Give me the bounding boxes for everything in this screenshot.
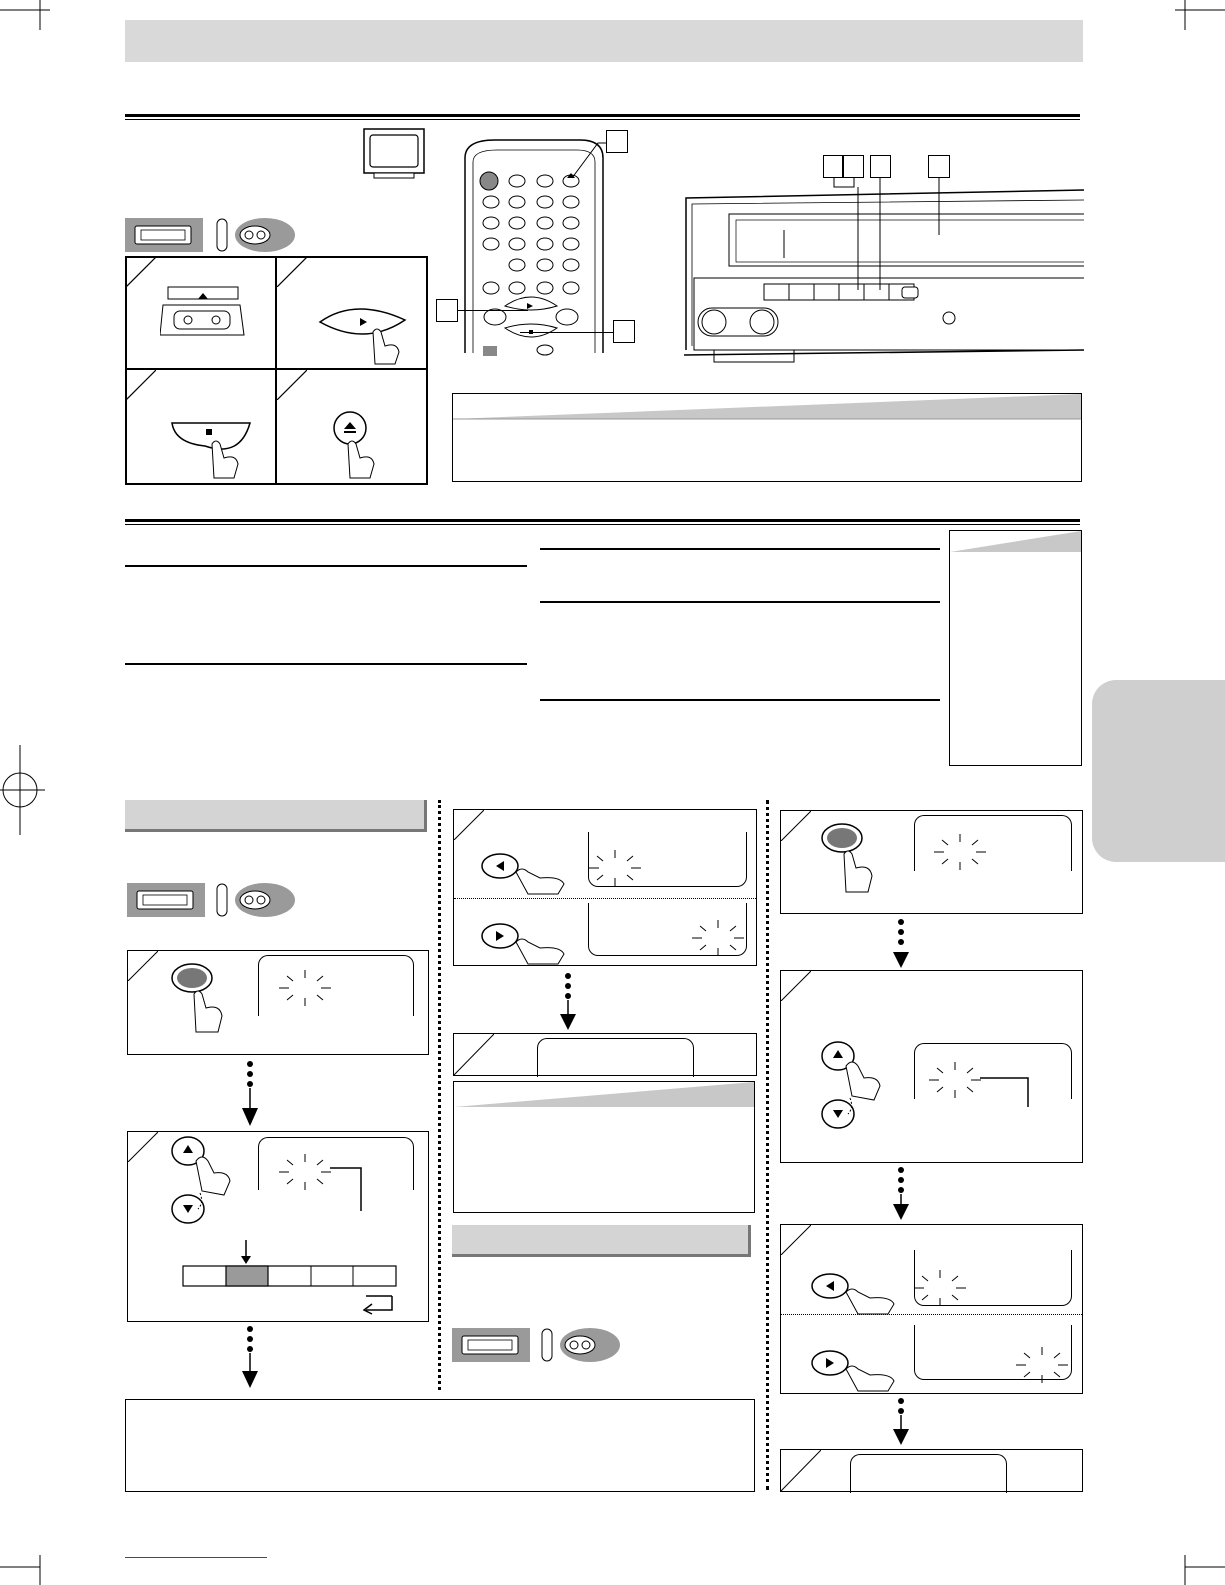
left-button-hand-icon-2 xyxy=(810,1268,905,1316)
vcr-callout-leaders xyxy=(820,175,950,295)
section-rule-mid xyxy=(125,519,1080,522)
option-selector-strip xyxy=(180,1240,400,1315)
setup-button-hand-icon-2 xyxy=(818,820,898,895)
subsection-rule-a xyxy=(125,565,527,567)
display-screen-8 xyxy=(850,1454,1007,1493)
flashing-display-icon-4 xyxy=(688,918,748,958)
display-screen-4 xyxy=(537,1038,694,1077)
procedure-banner-middle xyxy=(452,1225,751,1257)
vcr-mode-button-icon-3 xyxy=(540,1325,620,1365)
vcr-mode-button-icon-2 xyxy=(215,880,295,920)
down-arrow-icon-1 xyxy=(240,1060,260,1128)
step-8-corner xyxy=(781,1450,821,1491)
stop-button-hand-icon xyxy=(170,418,265,483)
down-arrow-icon-3 xyxy=(558,972,578,1032)
step-3-corner xyxy=(454,810,484,840)
remote-callout-play xyxy=(436,299,458,322)
eject-button-hand-icon xyxy=(330,410,390,480)
column-separator-2 xyxy=(766,800,769,1490)
down-arrow-icon-2 xyxy=(240,1325,260,1390)
step-corner-2 xyxy=(277,257,307,287)
step-1-corner xyxy=(128,951,158,981)
display-pointer-1 xyxy=(330,1165,365,1215)
step-5-corner xyxy=(781,811,811,841)
crop-mark-top-right xyxy=(1165,0,1225,30)
crop-mark-top-left xyxy=(0,0,60,30)
note-box-top-header xyxy=(453,394,1081,420)
step-7-corner xyxy=(781,1225,811,1255)
setup-button-hand-icon xyxy=(168,960,248,1035)
down-arrow-icon-6 xyxy=(891,1397,911,1449)
procedure-banner-left xyxy=(125,800,427,832)
subsection-rule-d xyxy=(540,601,940,603)
subsection-rule-e xyxy=(540,699,940,701)
crop-mark-bottom-left xyxy=(0,1555,60,1585)
right-button-hand-icon-1 xyxy=(480,918,575,966)
insert-cassette-icon xyxy=(160,285,245,345)
step-corner-3 xyxy=(126,370,156,400)
flashing-display-icon-1 xyxy=(275,968,335,1008)
cassette-icon-2 xyxy=(127,883,205,917)
remote-callout-play-leader xyxy=(458,310,528,311)
up-down-buttons-hand-icon-2 xyxy=(818,1038,898,1133)
flashing-display-icon-5 xyxy=(930,832,990,872)
bottom-note-box xyxy=(125,1399,755,1492)
step-6-corner xyxy=(781,971,811,1001)
subsection-rule-c xyxy=(540,548,940,550)
subsection-rule-b xyxy=(125,663,527,665)
step-4-corner xyxy=(454,1034,494,1075)
left-button-hand-icon-1 xyxy=(480,848,575,896)
play-button-hand-icon xyxy=(315,302,415,367)
down-arrow-icon-4 xyxy=(891,918,911,970)
remote-callout-eject-leader xyxy=(570,140,610,180)
cassette-icon xyxy=(125,218,203,252)
vcr-mode-button-icon xyxy=(215,215,295,255)
side-note-header xyxy=(950,531,1081,553)
section-rule-top-thin xyxy=(125,119,1080,120)
registration-mark-left xyxy=(0,745,45,835)
chapter-side-tab xyxy=(1092,680,1225,862)
right-button-hand-icon-2 xyxy=(810,1345,905,1393)
header-band xyxy=(125,20,1083,62)
step-2-corner xyxy=(128,1132,158,1162)
cassette-icon-3 xyxy=(452,1328,530,1362)
flashing-display-icon-6 xyxy=(925,1060,985,1100)
note-box-middle-header xyxy=(454,1082,754,1108)
step-corner-4 xyxy=(277,370,307,400)
side-note-box xyxy=(949,530,1082,766)
remote-callout-stop-leader xyxy=(520,332,613,333)
remote-callout-stop xyxy=(613,320,635,343)
tv-icon xyxy=(362,127,427,180)
step-corner-1 xyxy=(126,257,156,287)
step-3-divider xyxy=(454,898,756,899)
flashing-display-icon-3 xyxy=(585,848,645,888)
column-separator-1 xyxy=(438,800,441,1390)
flashing-display-icon-8 xyxy=(1012,1345,1072,1385)
flashing-display-icon-2 xyxy=(275,1152,335,1192)
up-down-buttons-hand-icon xyxy=(168,1133,248,1228)
down-arrow-icon-5 xyxy=(891,1166,911,1222)
section-rule-mid-thin xyxy=(125,524,1080,525)
section-rule-top xyxy=(125,114,1080,117)
crop-mark-bottom-right xyxy=(1165,1555,1225,1585)
display-pointer-2 xyxy=(980,1075,1032,1110)
flashing-display-icon-7 xyxy=(910,1268,970,1308)
footer-link-underline[interactable] xyxy=(125,1557,267,1558)
